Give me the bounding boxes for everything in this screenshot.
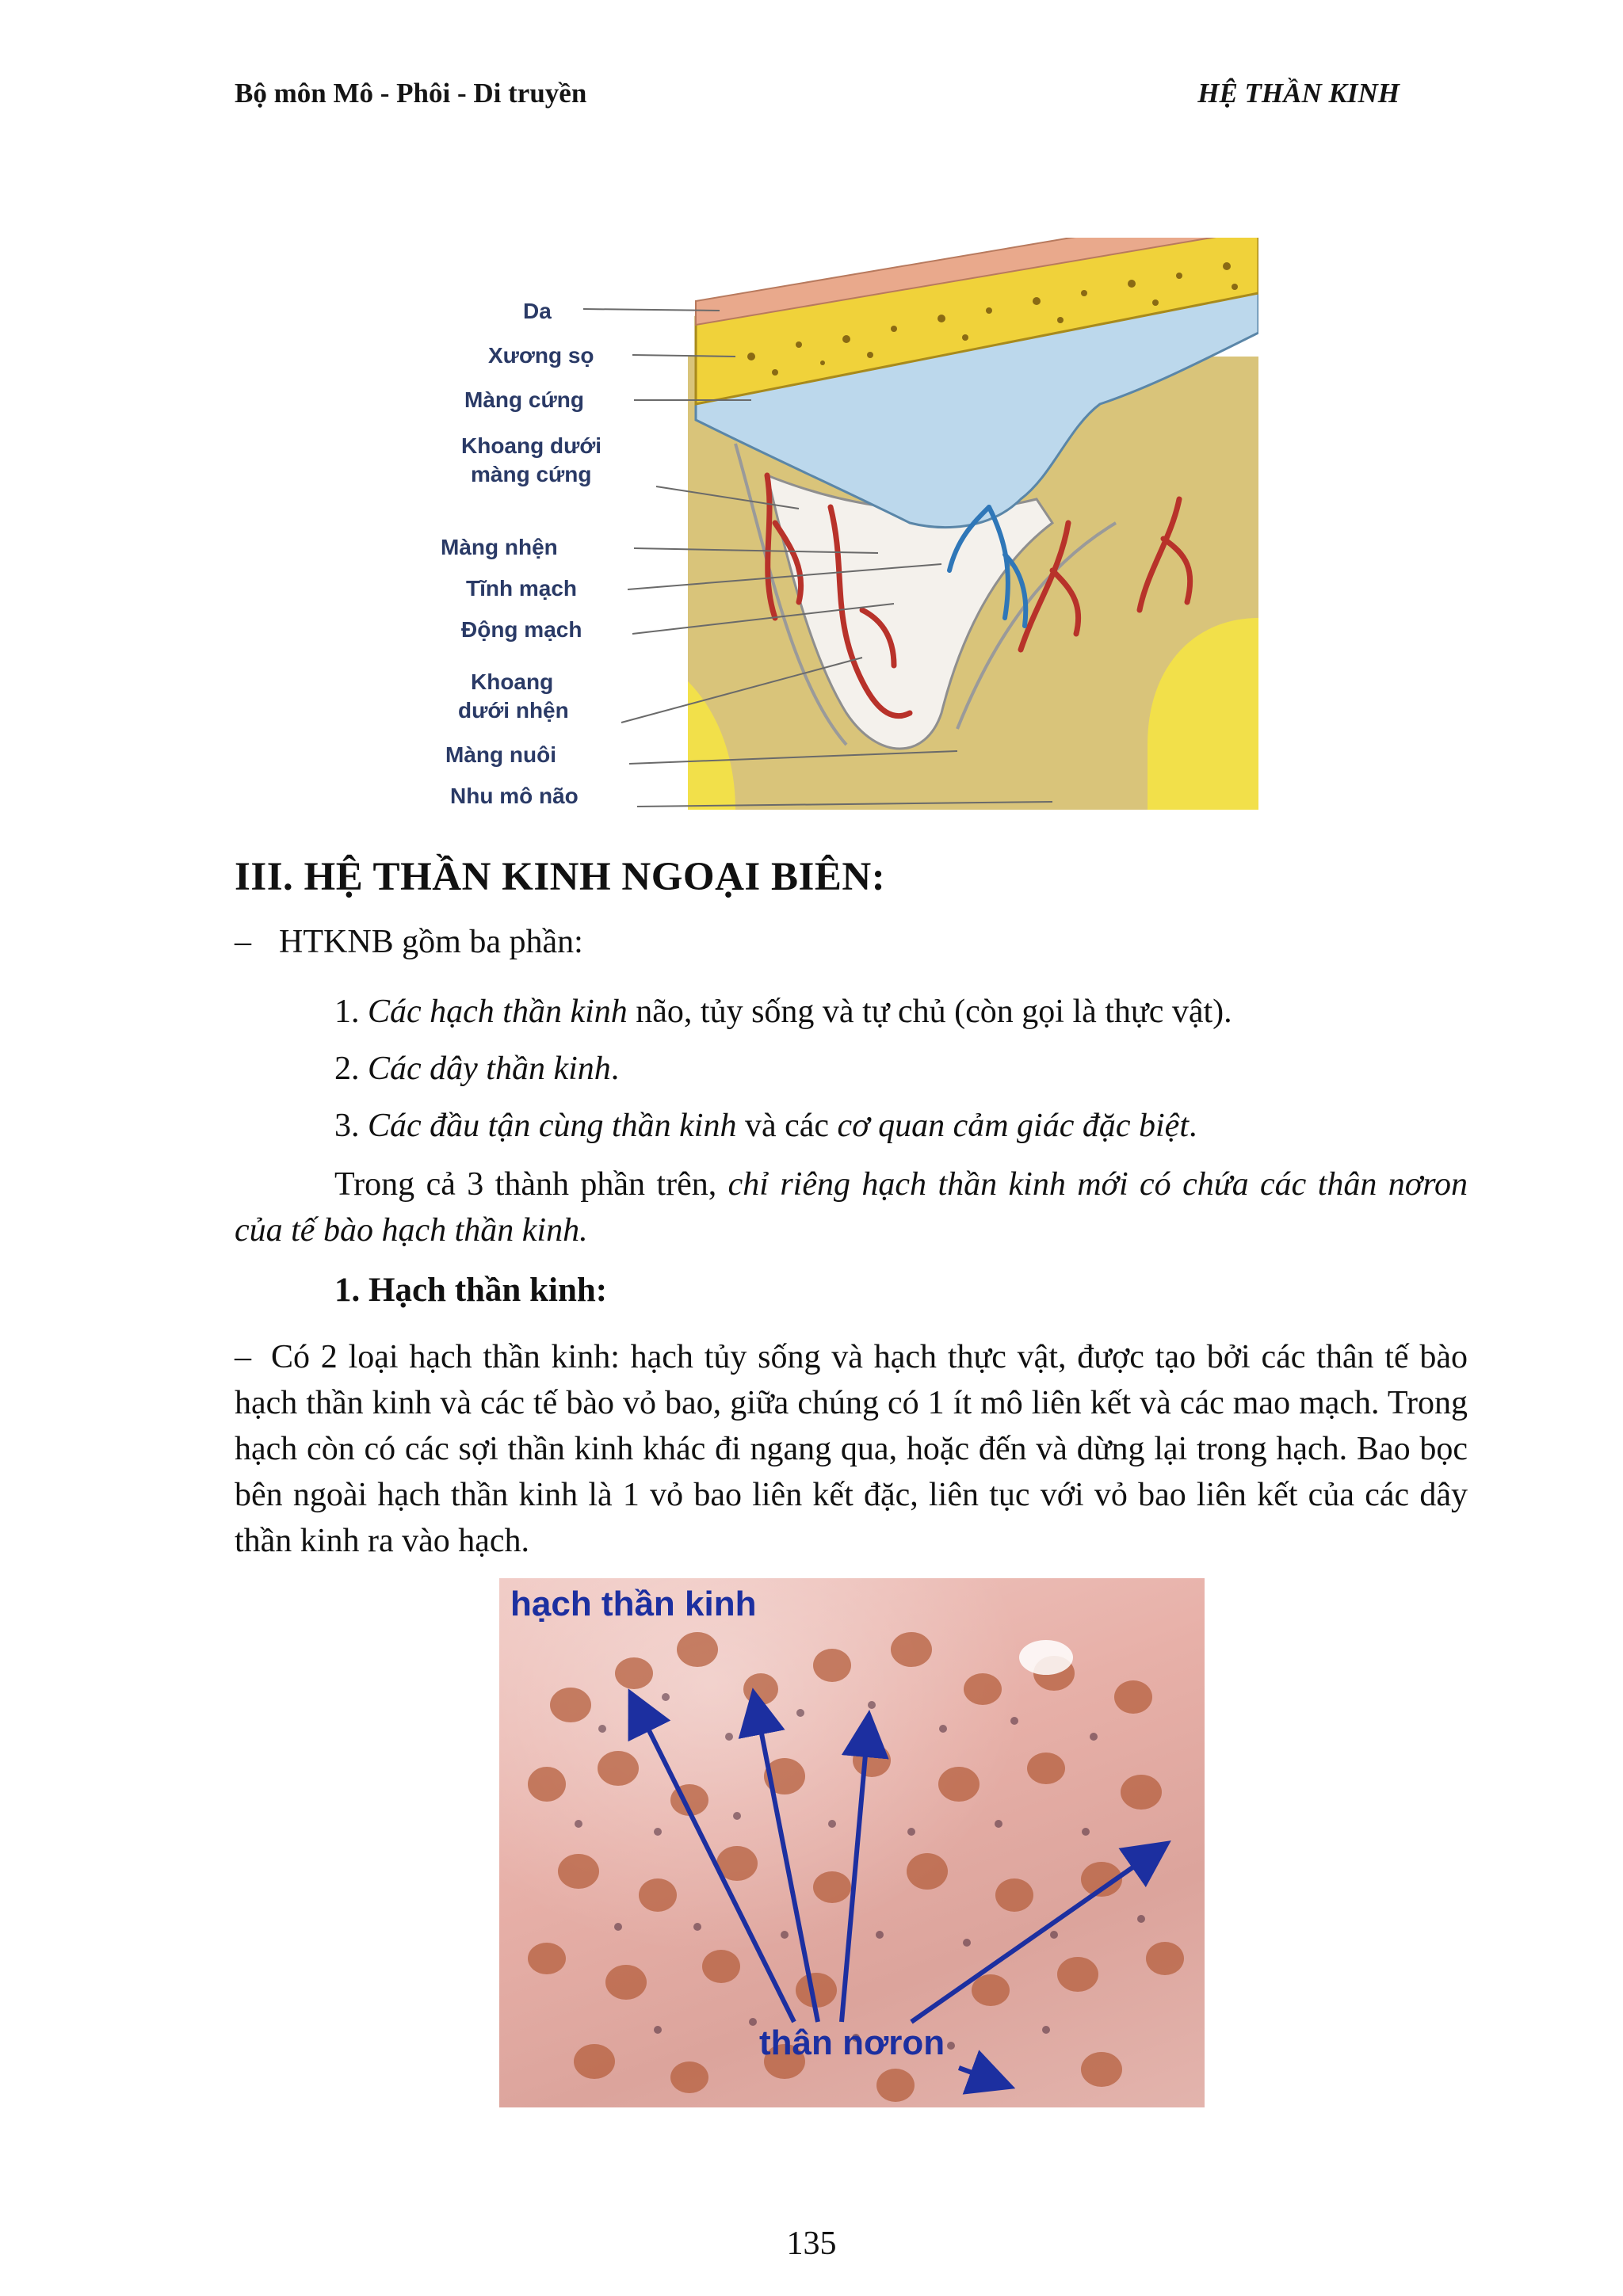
label-mang-nuoi: Màng nuôi (445, 742, 556, 767)
list-item-italic: Các dây thần kinh (368, 1051, 611, 1087)
label-nhu-mo-nao: Nhu mô não (450, 784, 579, 808)
list-item-number: 2. (334, 1051, 360, 1087)
label-khoang-duoi-mang-cung-line2: màng cứng (471, 462, 592, 486)
vessel-lumen (1019, 1640, 1073, 1675)
label-mang-nhen: Màng nhện (441, 535, 558, 559)
paragraph-summary-italic: chỉ riêng hạch thần kinh mới có chứa các thân nơron của tế bào hạch thần kinh. (235, 1166, 1468, 1249)
paragraph-summary-normal: Trong cả 3 thành phần trên, (334, 1166, 728, 1203)
section-heading: III. HỆ THẦN KINH NGOẠI BIÊN: (235, 855, 886, 899)
list-item-italic-2: cơ quan cảm giác đặc biệt (837, 1108, 1189, 1144)
label-than-noron: thân nơron (759, 2023, 945, 2062)
label-xuong-so: Xương sọ (488, 343, 594, 368)
subsection-heading: 1. Hạch thần kinh: (334, 1272, 608, 1309)
label-tinh-mach: Tĩnh mạch (466, 576, 578, 601)
running-header-chapter: HỆ THẦN KINH (1197, 78, 1400, 109)
label-khoang-duoi-nhen-line1: Khoang (471, 669, 554, 694)
intro-dash: – (235, 924, 251, 960)
list-item-3 (334, 1103, 1197, 1149)
paragraph-summary (235, 1161, 1468, 1253)
list-item-1 (334, 989, 1232, 1035)
list-item-mid: và các (736, 1108, 838, 1144)
label-dong-mach: Động mạch (461, 617, 582, 642)
label-khoang-duoi-mang-cung-line1: Khoang dưới (461, 433, 602, 458)
intro-line (235, 919, 583, 965)
label-mang-cung: Màng cứng (464, 387, 584, 412)
running-header-department: Bộ môn Mô - Phôi - Di truyền (235, 78, 587, 109)
list-item-italic: Các đầu tận cùng thần kinh (368, 1108, 737, 1144)
list-item-rest: não, tủy sống và tự chủ (còn gọi là thực vật). (627, 994, 1232, 1030)
label-khoang-duoi-nhen-line2: dưới nhện (458, 698, 569, 723)
ganglion-micrograph (499, 1578, 1205, 2107)
label-hach-than-kinh: hạch thần kinh (510, 1585, 757, 1623)
page-number: 135 (786, 2225, 837, 2262)
intro-text: HTKNB gồm ba phần: (279, 924, 583, 960)
list-item-italic: Các hạch thần kinh (368, 994, 628, 1030)
label-da: Da (523, 299, 552, 323)
list-item-rest: . (610, 1051, 620, 1087)
paragraph-dash: – (235, 1339, 251, 1375)
meninges-diagram (434, 238, 1258, 810)
list-item-rest: . (1189, 1108, 1197, 1144)
list-item-2 (334, 1046, 619, 1092)
satellite-cell-nuclei (575, 1693, 1145, 2050)
list-item-number: 3. (334, 1108, 360, 1144)
list-item-number: 1. (334, 994, 360, 1030)
paragraph-ganglia-text: Có 2 loại hạch thần kinh: hạch tủy sống và hạch thực vật, được tạo bởi các thân tế bào hạch thần kinh và các tế bào vỏ bao, giữa chúng có 1 ít mô liên kết và các mao mạch. Trong hạch còn có các sợi thần kinh khác đi ngang qua, hoặc đến và dừng lại trong hạch. Bao bọc bên ngoài hạch thần kinh là 1 vỏ bao liên kết đặc, liên tục với vỏ bao liên kết của các dây thần kinh ra vào hạch. (235, 1339, 1468, 1559)
paragraph-ganglia (235, 1334, 1468, 1564)
